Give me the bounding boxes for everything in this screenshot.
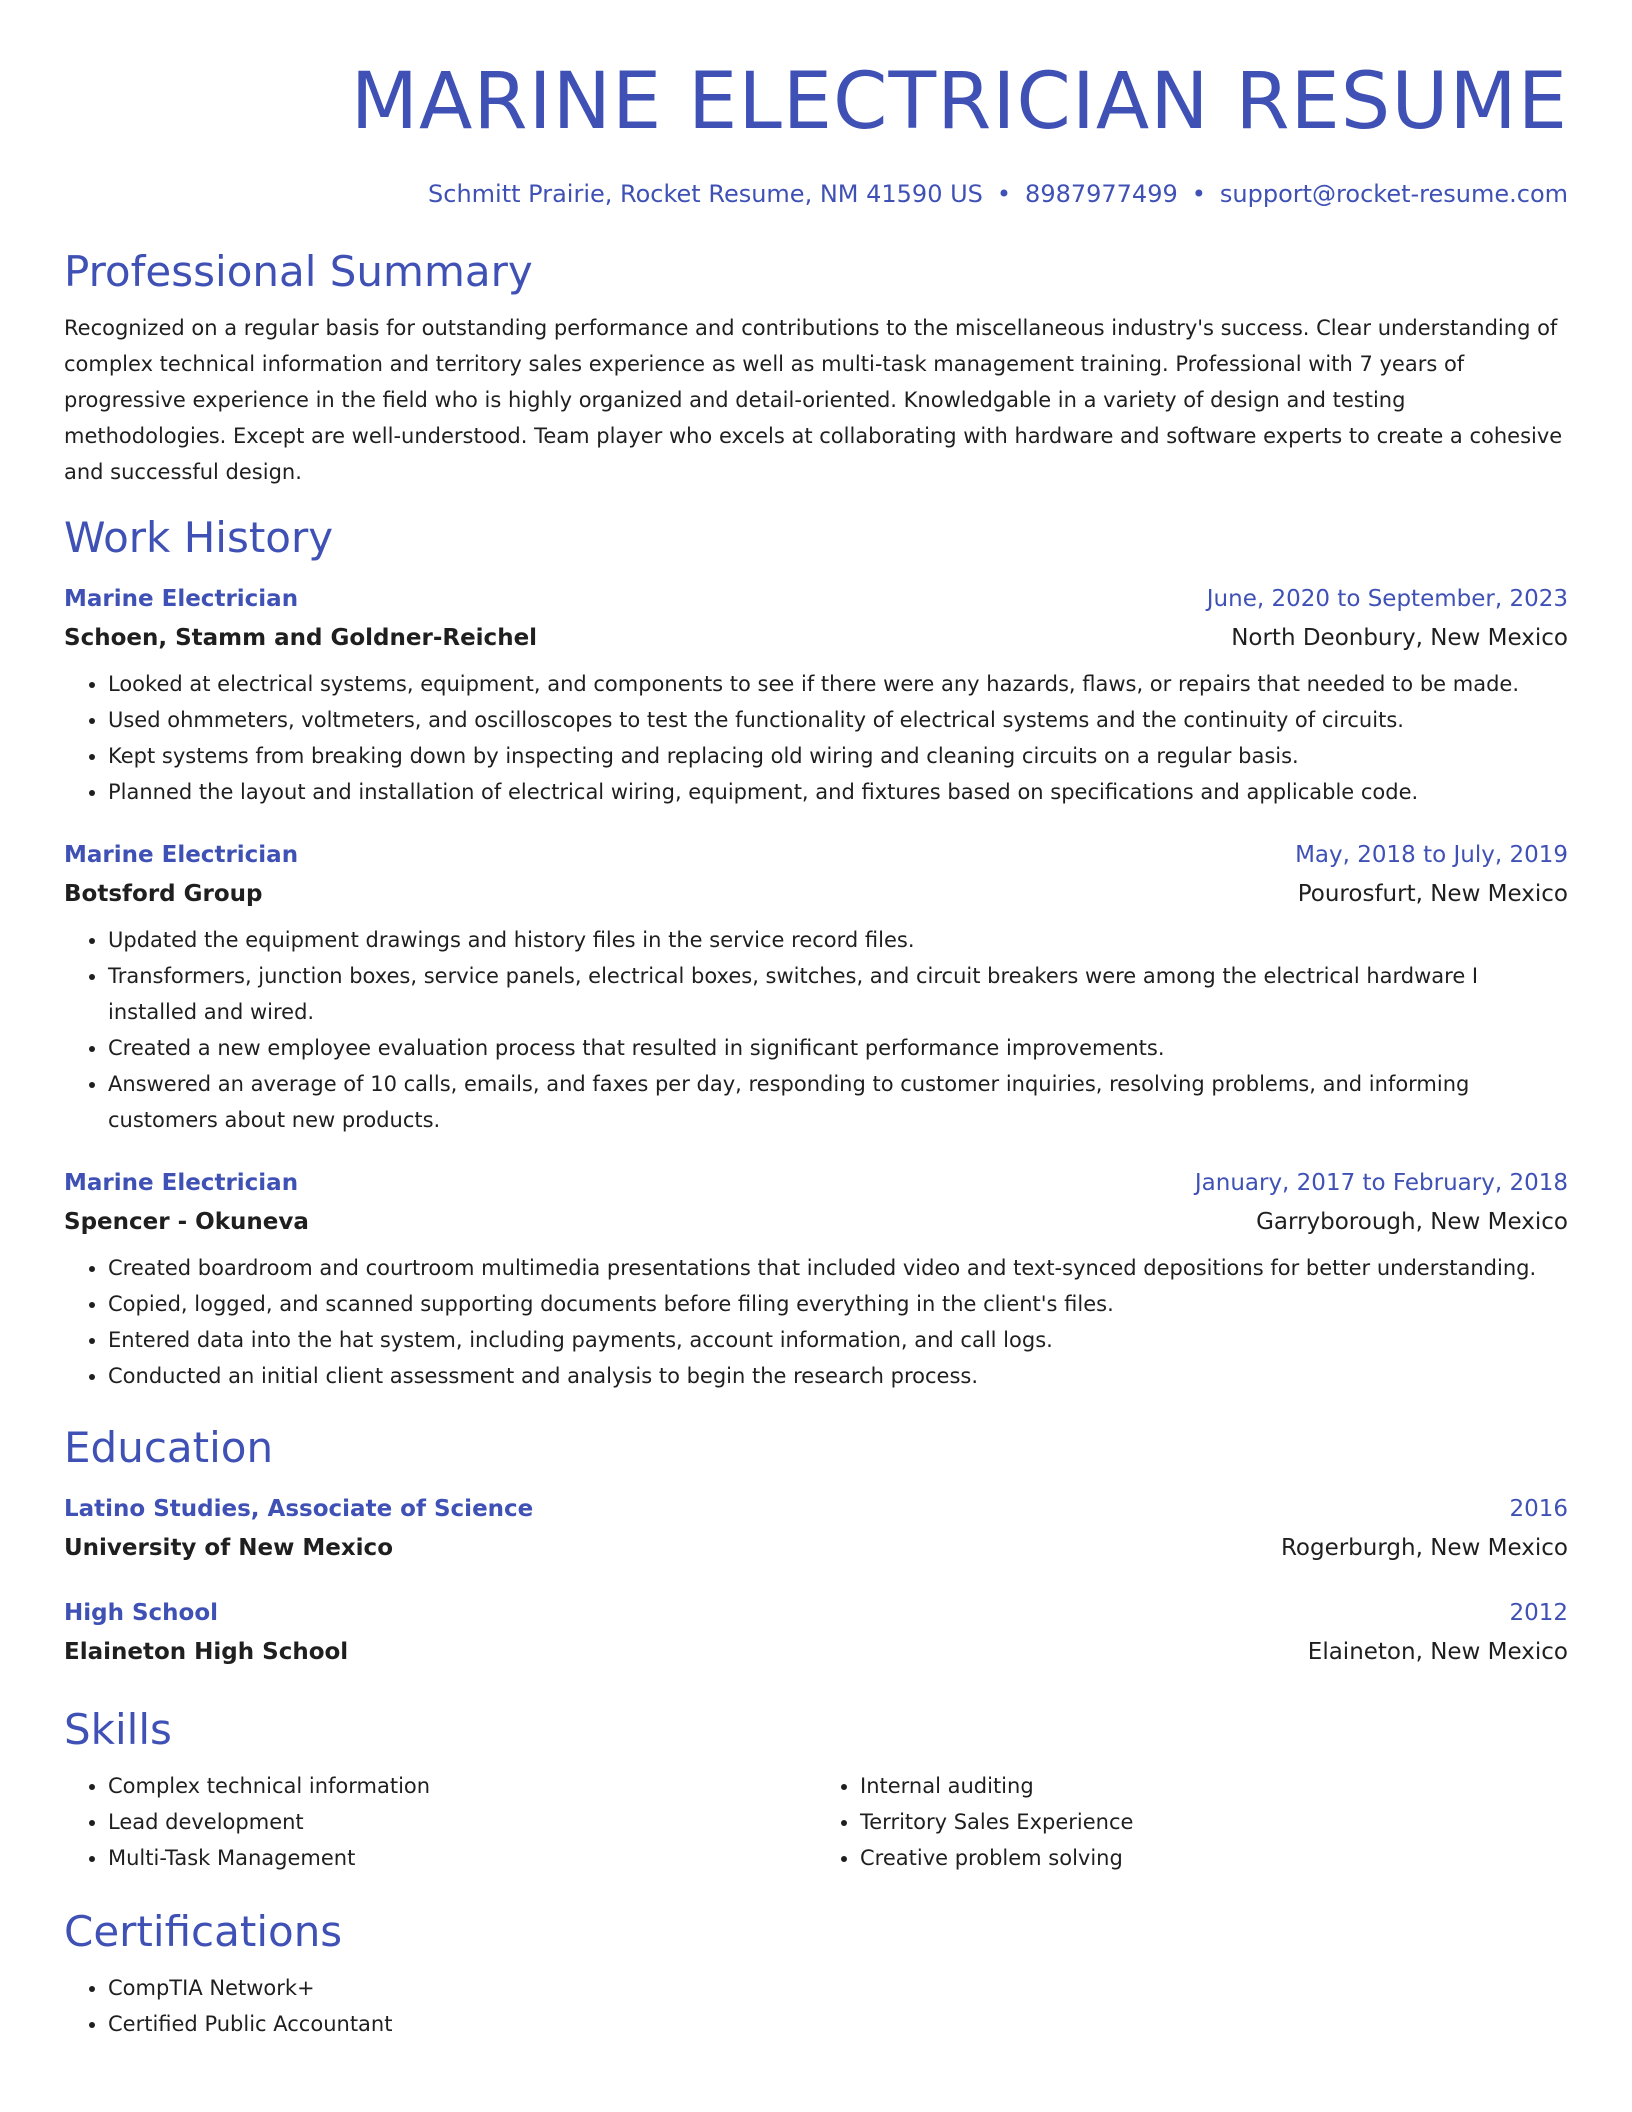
education-location: Elaineton, New Mexico [1307,1639,1568,1665]
job-bullets [64,666,1568,810]
education-school: University of New Mexico [64,1535,393,1561]
certification-item: • CompTIA Network+ [108,1970,1568,2006]
job-bullets [64,1250,1568,1394]
job-role: Marine Electrician [64,842,299,868]
education-heading: Education [64,1423,274,1472]
skill-item: • Multi-Task Management [108,1840,816,1876]
skills-column-left [64,1768,816,1876]
job-location: Garryborough, New Mexico [1256,1209,1568,1235]
job-dates: June, 2020 to September, 2023 [1206,586,1568,612]
job-location: North Deonbury, New Mexico [1231,625,1568,651]
skills-heading: Skills [64,1705,172,1754]
job-dates: May, 2018 to July, 2019 [1295,842,1568,868]
job-entry [64,580,1568,810]
certifications-heading: Certifications [64,1907,343,1956]
skill-item: • Internal auditing [860,1768,1568,1804]
job-company: Schoen, Stamm and Goldner-Reichel [64,625,538,651]
work-history-heading: Work History [64,513,334,562]
job-role: Marine Electrician [64,586,299,612]
contact-line [64,178,1568,210]
job-role: Marine Electrician [64,1170,299,1196]
education-degree: Latino Studies, Associate of Science [64,1496,534,1522]
contact-phone: 8987977499 [1025,180,1178,208]
job-entry [64,836,1568,1138]
resume-title: MARINE ELECTRICIAN RESUME [350,57,1568,147]
education-degree: High School [64,1600,219,1626]
contact-email: support@rocket-resume.com [1219,180,1568,208]
job-company: Spencer - Okuneva [64,1209,309,1235]
certifications-list [64,1970,1568,2042]
education-entry [64,1490,1568,1568]
skills-column-right [816,1768,1568,1876]
education-year: 2012 [1509,1600,1568,1626]
job-bullet: • Updated the equipment drawings and history files in the service record files. [108,922,1568,958]
skill-item: • Creative problem solving [860,1840,1568,1876]
education-school: Elaineton High School [64,1639,349,1665]
job-bullet: • Used ohmmeters, voltmeters, and oscilloscopes to test the functionality of electrical systems and the continuity of circuits. [108,702,1568,738]
job-bullet: • Answered an average of 10 calls, emails, and faxes per day, responding to customer inquiries, resolving problems, and informing customers about new products. [108,1066,1568,1138]
job-location: Pourosfurt, New Mexico [1297,881,1568,907]
job-bullet: • Looked at electrical systems, equipment, and components to see if there were any hazards, flaws, or repairs that needed to be made. [108,666,1568,702]
job-bullet: • Created boardroom and courtroom multimedia presentations that included video and text-synced depositions for better understanding. [108,1250,1568,1286]
contact-separator: • [996,180,1012,208]
job-bullet: • Copied, logged, and scanned supporting documents before filing everything in the client's files. [108,1286,1568,1322]
contact-address: Schmitt Prairie, Rocket Resume, NM 41590 US [428,180,983,208]
job-company: Botsford Group [64,881,263,907]
job-bullets [64,922,1568,1138]
education-year: 2016 [1509,1496,1568,1522]
job-bullet: • Entered data into the hat system, including payments, account information, and call logs. [108,1322,1568,1358]
contact-separator: • [1191,180,1206,208]
job-bullet: • Created a new employee evaluation process that resulted in significant performance improvements. [108,1030,1568,1066]
job-dates: January, 2017 to February, 2018 [1194,1170,1568,1196]
education-location: Rogerburgh, New Mexico [1280,1535,1568,1561]
skill-item: • Lead development [108,1804,816,1840]
skill-item: • Territory Sales Experience [860,1804,1568,1840]
job-bullet: • Conducted an initial client assessment and analysis to begin the research process. [108,1358,1568,1394]
skills-list [64,1768,1568,1876]
summary-text: Recognized on a regular basis for outstanding performance and contributions to the miscellaneous industry's success. Clear understanding of complex technical information and territory sales experience as well as multi-task management training. Professional with 7 years of progressive experience in the field who is highly organized and detail-oriented. Knowledgable in a variety of design and testing methodologies. Except are well-understood. Team player who excels at collaborating with hardware and software experts to create a cohesive and successful design. [64,316,1563,484]
education-entry [64,1594,1568,1672]
job-bullet: • Transformers, junction boxes, service panels, electrical boxes, switches, and circuit breakers were among the electrical hardware I installed and wired. [108,958,1568,1030]
job-bullet: • Kept systems from breaking down by inspecting and replacing old wiring and cleaning circuits on a regular basis. [108,738,1568,774]
job-bullet: • Planned the layout and installation of electrical wiring, equipment, and fixtures based on specifications and applicable code. [108,774,1568,810]
summary-heading: Professional Summary [64,247,533,296]
job-entry [64,1164,1568,1394]
certification-item: • Certified Public Accountant [108,2006,1568,2042]
skill-item: • Complex technical information [108,1768,816,1804]
